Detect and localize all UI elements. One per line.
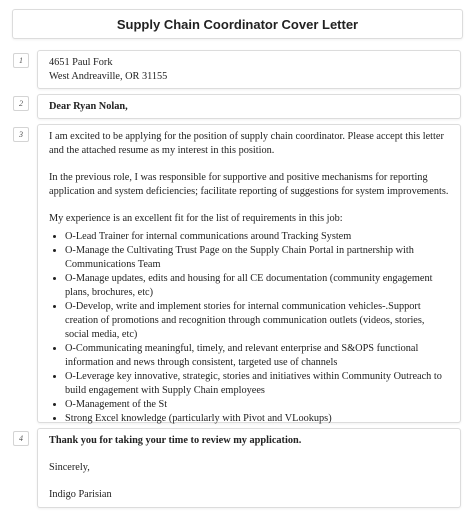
page-title: Supply Chain Coordinator Cover Letter xyxy=(116,16,359,32)
body-paragraph-2: In the previous role, I was responsible for supportive and positive mechanisms for reporting application and system deficiencies; facilitate reporting of suggestions for system improvements. xyxy=(49,172,449,197)
section-salutation xyxy=(37,94,461,119)
list-item: • O-Develop, write and implement stories for internal communication vehicles-.Support creation of promotions and recognition through communication outlets (videos, stories, social media, etc) xyxy=(65,300,450,342)
list-item: • Strong Excel knowledge (particularly with Pivot and VLookups) xyxy=(65,412,450,426)
requirements-list xyxy=(49,230,450,426)
body-paragraph-3: My experience is an excellent fit for the list of requirements in this job: xyxy=(49,213,343,224)
signoff: Sincerely, xyxy=(49,462,90,473)
list-item: • O-Manage updates, edits and housing for all CE documentation (community engagement plans, brochures, etc) xyxy=(65,272,450,300)
section-body xyxy=(37,124,461,423)
list-item: • O-Communicating meaningful, timely, and relevant enterprise and S&OPS functional information and news through consistent, targeted use of channels xyxy=(65,342,450,370)
signature-name: Indigo Parisian xyxy=(49,489,112,500)
section-number-3: 3 xyxy=(13,127,29,142)
list-item: • O-Leverage key innovative, strategic, stories and initiatives within Community Outreach to build engagement with Supply Chain employees xyxy=(65,370,450,398)
closing-line: Thank you for taking your time to review my application. xyxy=(49,435,302,446)
salutation: Dear Ryan Nolan, xyxy=(49,101,128,112)
list-item: • O-Manage the Cultivating Trust Page on the Supply Chain Portal in partnership with Communications Team xyxy=(65,244,450,272)
title-bar xyxy=(12,9,463,39)
list-item: • O-Management of the St xyxy=(65,398,450,412)
list-item: • O-Lead Trainer for internal communications around Tracking System xyxy=(65,230,450,244)
section-closing xyxy=(37,428,461,508)
address-line-2: West Andreaville, OR 31155 xyxy=(49,71,168,82)
section-number-1: 1 xyxy=(13,53,29,68)
section-number-4: 4 xyxy=(13,431,29,446)
section-number-2: 2 xyxy=(13,96,29,111)
section-address xyxy=(37,50,461,89)
address-line-1: 4651 Paul Fork xyxy=(49,57,113,68)
body-paragraph-1: I am excited to be applying for the position of supply chain coordinator. Please accept this letter and the attached resume as my interest in this position. xyxy=(49,131,444,156)
